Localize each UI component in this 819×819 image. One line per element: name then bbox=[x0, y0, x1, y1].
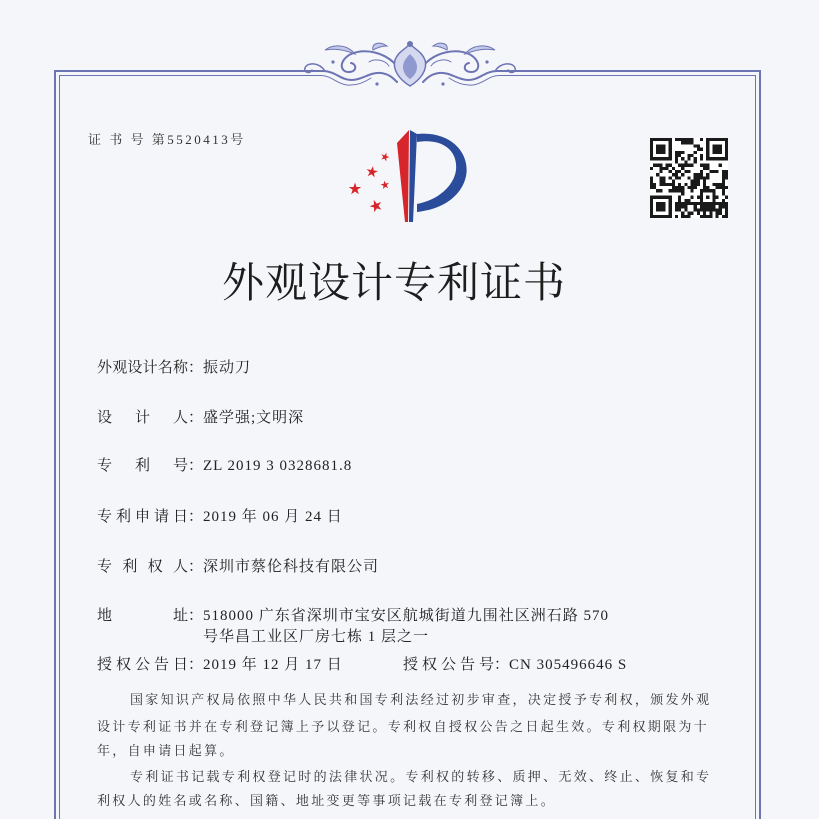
field-label bbox=[97, 655, 203, 675]
logo-star bbox=[380, 180, 390, 190]
logo-blue-bowl bbox=[417, 134, 467, 212]
label-char: 申 bbox=[134, 509, 150, 525]
label-colon: ： bbox=[188, 410, 204, 426]
label-colon: ： bbox=[494, 657, 510, 673]
ornament-scroll-left bbox=[289, 43, 397, 85]
label-char: 授 bbox=[97, 657, 113, 673]
ornament-scroll-right bbox=[423, 43, 531, 85]
field-patent-number bbox=[97, 456, 352, 476]
label-text bbox=[97, 456, 188, 476]
ornament-crest bbox=[394, 41, 425, 86]
label-colon: ： bbox=[188, 657, 204, 673]
label-text bbox=[97, 655, 188, 675]
patent-office-logo-icon bbox=[338, 124, 473, 226]
label-colon: ： bbox=[188, 559, 204, 575]
label-char: 地 bbox=[97, 608, 113, 624]
label-char: 外 bbox=[97, 360, 113, 376]
field-label bbox=[403, 655, 509, 675]
field-designer bbox=[97, 408, 304, 428]
label-char: 计 bbox=[142, 360, 158, 376]
label-char: 设 bbox=[127, 360, 143, 376]
field-label bbox=[97, 557, 203, 577]
field-value: 盛学强;文明深 bbox=[203, 410, 305, 426]
certificate-number: 证 书 号 第5520413号 bbox=[88, 132, 246, 147]
label-char: 告 bbox=[459, 657, 475, 673]
label-char: 授 bbox=[403, 657, 419, 673]
statement-p2-line-1: 专利证书记载专利权登记时的法律状况。专利权的转移、质押、无效、终止、恢复和专 bbox=[130, 769, 712, 784]
field-label bbox=[97, 507, 203, 527]
label-colon: ： bbox=[188, 509, 204, 525]
label-char: 权 bbox=[115, 657, 131, 673]
label-char: 专 bbox=[97, 509, 113, 525]
field-label bbox=[97, 456, 203, 476]
label-colon: ： bbox=[188, 458, 204, 474]
label-char: 利 bbox=[115, 509, 131, 525]
label-char: 利 bbox=[134, 458, 150, 474]
label-char: 号 bbox=[172, 458, 188, 474]
label-char: 人 bbox=[172, 410, 188, 426]
label-char: 日 bbox=[172, 509, 188, 525]
address-line-2: 号华昌工业区厂房七栋 1 层之一 bbox=[203, 629, 430, 645]
label-text bbox=[97, 557, 188, 577]
label-char: 名 bbox=[157, 360, 173, 376]
statement-p1-line-2: 设计专利证书并在专利登记簿上予以登记。专利权自授权公告之日起生效。专利权期限为十 bbox=[97, 719, 710, 734]
label-char: 专 bbox=[97, 458, 113, 474]
field-design-name bbox=[97, 358, 251, 378]
field-patentee bbox=[97, 557, 379, 577]
label-colon: ： bbox=[188, 360, 204, 376]
label-char: 设 bbox=[97, 410, 113, 426]
label-char: 称 bbox=[172, 360, 188, 376]
label-colon: ： bbox=[188, 608, 204, 624]
label-text bbox=[403, 655, 494, 675]
label-char: 号 bbox=[478, 657, 494, 673]
field-label bbox=[97, 358, 203, 378]
statement-p2-line-2: 利权人的姓名或名称、国籍、地址变更等事项记载在专利登记簿上。 bbox=[97, 793, 557, 808]
statement-p1-line-3: 年，自申请日起算。 bbox=[97, 743, 235, 758]
label-char: 公 bbox=[440, 657, 456, 673]
field-grant-date bbox=[97, 655, 343, 675]
field-value: 振动刀 bbox=[203, 360, 252, 376]
label-char: 告 bbox=[153, 657, 169, 673]
label-char: 专 bbox=[97, 559, 113, 575]
label-char: 公 bbox=[134, 657, 150, 673]
label-text bbox=[97, 358, 188, 378]
field-value bbox=[203, 606, 609, 648]
label-text bbox=[97, 408, 188, 428]
field-value: 深圳市蔡伦科技有限公司 bbox=[203, 559, 380, 575]
top-ornament bbox=[285, 40, 535, 96]
label-char: 权 bbox=[147, 559, 163, 575]
label-char: 人 bbox=[172, 559, 188, 575]
qr-code-icon bbox=[650, 138, 728, 218]
field-grant-number bbox=[403, 655, 627, 675]
label-char: 权 bbox=[421, 657, 437, 673]
label-char: 利 bbox=[122, 559, 138, 575]
label-char: 观 bbox=[112, 360, 128, 376]
logo-star bbox=[366, 165, 379, 178]
label-text bbox=[97, 606, 188, 626]
logo-star bbox=[349, 183, 361, 195]
label-char: 址 bbox=[172, 608, 188, 624]
field-value: 2019 年 06 月 24 日 bbox=[203, 509, 343, 525]
logo-blue-stem bbox=[409, 130, 417, 222]
certificate-title: 外观设计专利证书 bbox=[222, 261, 567, 307]
label-char: 请 bbox=[153, 509, 169, 525]
logo-star bbox=[368, 198, 384, 213]
field-value: CN 305496646 S bbox=[509, 657, 628, 673]
field-application-date bbox=[97, 507, 343, 527]
label-char: 日 bbox=[172, 657, 188, 673]
logo-star bbox=[380, 151, 391, 162]
field-label bbox=[97, 408, 203, 428]
statement-p1-line-1: 国家知识产权局依照中华人民共和国专利法经过初步审查，决定授予专利权，颁发外观 bbox=[130, 692, 712, 707]
field-value: 2019 年 12 月 17 日 bbox=[203, 657, 343, 673]
logo-stars bbox=[349, 151, 391, 213]
logo-red-wedge bbox=[397, 130, 409, 222]
address-line-1: 518000 广东省深圳市宝安区航城街道九围社区洲石路 570 bbox=[203, 608, 610, 624]
field-address bbox=[97, 606, 609, 648]
field-label bbox=[97, 606, 203, 626]
label-char: 计 bbox=[134, 410, 150, 426]
label-text bbox=[97, 507, 188, 527]
field-value: ZL 2019 3 0328681.8 bbox=[203, 458, 353, 474]
